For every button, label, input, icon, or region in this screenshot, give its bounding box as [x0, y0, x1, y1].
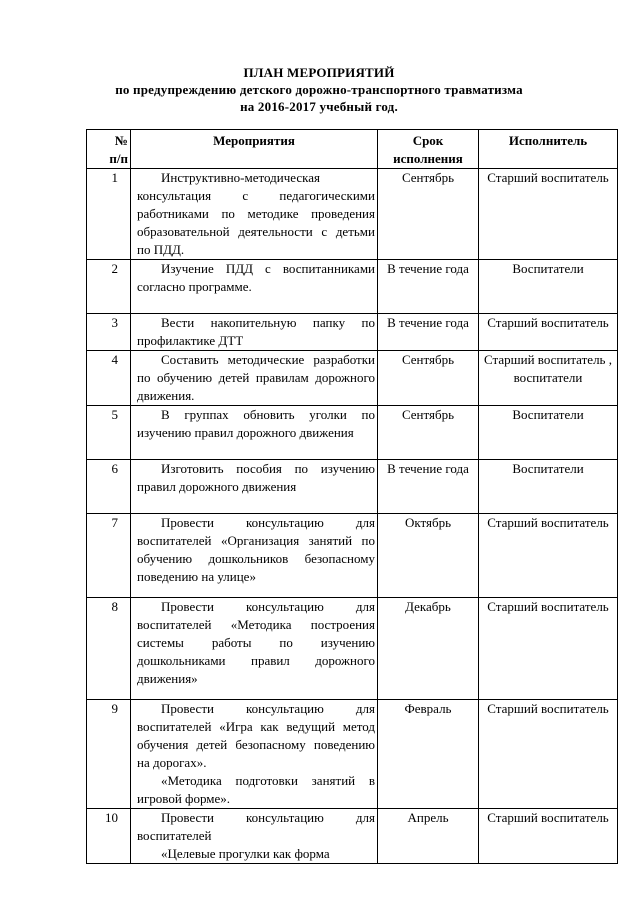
activity-paragraph: Инструктивно-методическая консультация с педагогическими работниками по методике проведения образовательной деятельности с детьми по ПДД. [137, 170, 375, 257]
row-deadline: В течение года [378, 460, 479, 514]
row-number: 7 [87, 514, 131, 598]
row-number: 3 [87, 314, 131, 351]
header-activities: Мероприятия [131, 130, 378, 169]
row-deadline: Сентябрь [378, 169, 479, 260]
row-number: 5 [87, 406, 131, 460]
table-row [87, 700, 618, 809]
row-deadline: Сентябрь [378, 406, 479, 460]
row-deadline: Сентябрь [378, 351, 479, 406]
row-number: 9 [87, 700, 131, 809]
header-number-symbol: № [114, 133, 128, 148]
activity-paragraph: В группах обновить уголки по изучению правил дорожного движения [137, 407, 375, 440]
row-number: 1 [87, 169, 131, 260]
header-deadline-line1: Срок [412, 133, 444, 148]
row-activity [131, 169, 378, 260]
title-line-1: ПЛАН МЕРОПРИЯТИЙ [243, 65, 395, 80]
table-header-row [87, 130, 618, 169]
table-row [87, 351, 618, 406]
row-activity [131, 406, 378, 460]
row-executor: Старший воспитатель [479, 700, 618, 809]
row-executor: Старший воспитатель [479, 314, 618, 351]
row-activity [131, 460, 378, 514]
row-activity [131, 598, 378, 700]
activity-paragraph: Изучение ПДД с воспитанниками согласно программе. [137, 261, 375, 294]
activities-table [86, 129, 618, 864]
activity-paragraph: Провести консультацию для воспитателей [137, 810, 375, 843]
table-row [87, 460, 618, 514]
table-row [87, 260, 618, 314]
header-deadline [378, 130, 479, 169]
table-row [87, 514, 618, 598]
row-activity [131, 351, 378, 406]
table-row [87, 809, 618, 864]
header-number-abbr: п/п [109, 151, 128, 166]
header-number [87, 130, 131, 169]
activity-paragraph: Провести консультацию для воспитателей «Организация занятий по обучению дошкольников безопасному поведению на улице» [137, 515, 375, 584]
row-deadline: Февраль [378, 700, 479, 809]
header-executor: Исполнитель [479, 130, 618, 169]
activity-paragraph: Провести консультацию для воспитателей «Методика построения системы работы по изучению дошкольниками правил дорожного движения» [137, 599, 375, 686]
table-row [87, 314, 618, 351]
row-executor: Старший воспитатель , воспитатели [479, 351, 618, 406]
row-executor: Воспитатели [479, 406, 618, 460]
row-executor: Воспитатели [479, 260, 618, 314]
row-activity [131, 700, 378, 809]
activity-paragraph: «Методика подготовки занятий в игровой форме». [137, 773, 375, 806]
row-activity [131, 314, 378, 351]
row-number: 6 [87, 460, 131, 514]
row-deadline: Декабрь [378, 598, 479, 700]
row-activity [131, 514, 378, 598]
row-number: 10 [87, 809, 131, 864]
activity-paragraph: Провести консультацию для воспитателей «Игра как ведущий метод обучения детей безопасному поведению на дорогах». [137, 701, 375, 770]
document-title-block [0, 64, 638, 115]
activity-paragraph: Вести накопительную папку по профилактике ДТТ [137, 315, 375, 348]
row-number: 8 [87, 598, 131, 700]
row-deadline: Апрель [378, 809, 479, 864]
row-number: 2 [87, 260, 131, 314]
row-deadline: В течение года [378, 260, 479, 314]
row-executor: Старший воспитатель [479, 809, 618, 864]
activity-paragraph: Составить методические разработки по обучению детей правилам дорожного движения. [137, 352, 375, 403]
header-deadline-line2: исполнения [393, 151, 463, 166]
activity-paragraph: «Целевые прогулки как форма [161, 846, 330, 861]
table-row [87, 598, 618, 700]
row-executor: Старший воспитатель [479, 169, 618, 260]
row-number: 4 [87, 351, 131, 406]
row-activity [131, 809, 378, 864]
row-deadline: Октябрь [378, 514, 479, 598]
row-deadline: В течение года [378, 314, 479, 351]
row-executor: Старший воспитатель [479, 514, 618, 598]
row-executor: Старший воспитатель [479, 598, 618, 700]
activity-paragraph: Изготовить пособия по изучению правил дорожного движения [137, 461, 375, 494]
table-row [87, 169, 618, 260]
title-line-3: на 2016-2017 учебный год. [240, 99, 398, 114]
table-row [87, 406, 618, 460]
row-activity [131, 260, 378, 314]
title-line-2: по предупреждению детского дорожно-транспортного травматизма [115, 82, 523, 97]
row-executor: Воспитатели [479, 460, 618, 514]
